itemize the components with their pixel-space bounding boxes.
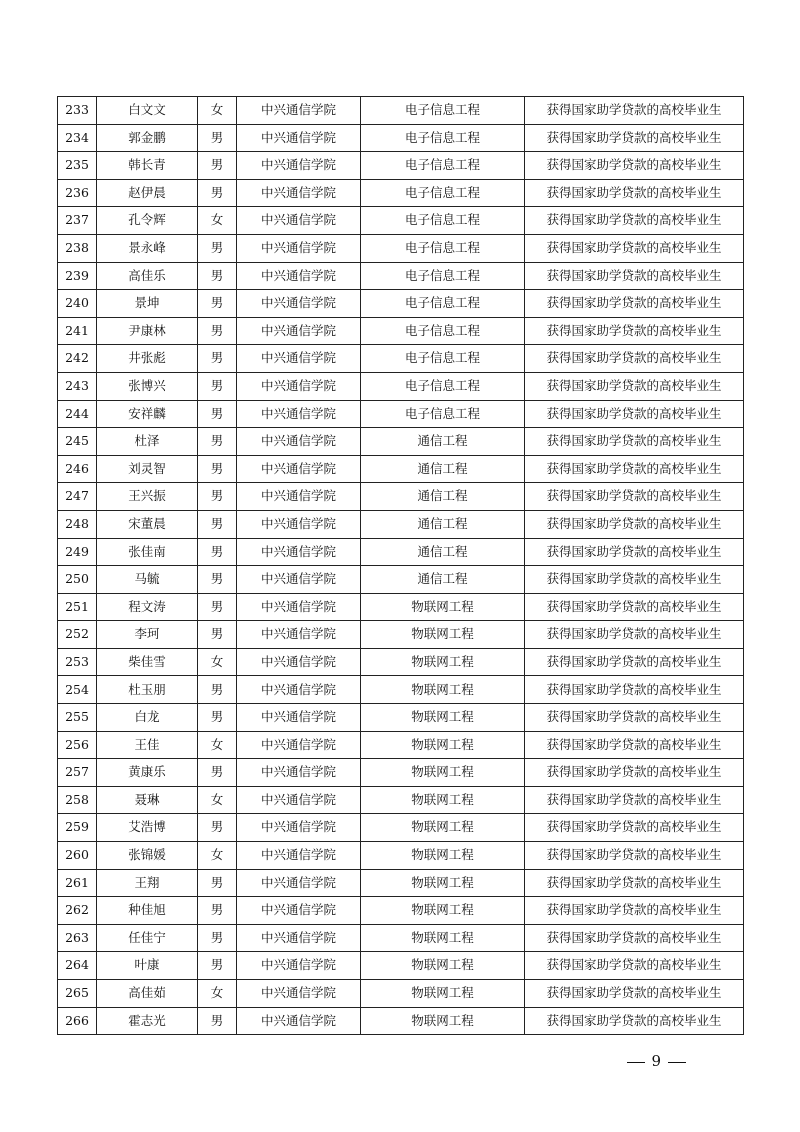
cell-college: 中兴通信学院 — [237, 980, 361, 1008]
cell-name: 孔令辉 — [97, 207, 198, 235]
cell-name: 赵伊晨 — [97, 179, 198, 207]
cell-category: 获得国家助学贷款的高校毕业生 — [525, 648, 744, 676]
cell-category: 获得国家助学贷款的高校毕业生 — [525, 621, 744, 649]
cell-category: 获得国家助学贷款的高校毕业生 — [525, 400, 744, 428]
cell-major: 电子信息工程 — [361, 400, 525, 428]
cell-number: 254 — [58, 676, 97, 704]
cell-major: 物联网工程 — [361, 980, 525, 1008]
cell-category: 获得国家助学贷款的高校毕业生 — [525, 372, 744, 400]
cell-category: 获得国家助学贷款的高校毕业生 — [525, 566, 744, 594]
page-number: 9 — [651, 1052, 662, 1070]
cell-number: 238 — [58, 234, 97, 262]
cell-category: 获得国家助学贷款的高校毕业生 — [525, 538, 744, 566]
cell-name: 艾浩博 — [97, 814, 198, 842]
cell-gender: 男 — [198, 759, 237, 787]
cell-gender: 男 — [198, 455, 237, 483]
table-row — [58, 234, 744, 262]
cell-major: 电子信息工程 — [361, 207, 525, 235]
cell-gender: 男 — [198, 566, 237, 594]
cell-major: 物联网工程 — [361, 593, 525, 621]
cell-number: 243 — [58, 372, 97, 400]
table-row — [58, 345, 744, 373]
cell-gender: 女 — [198, 980, 237, 1008]
table-row — [58, 786, 744, 814]
cell-name: 种佳旭 — [97, 897, 198, 925]
cell-gender: 男 — [198, 483, 237, 511]
cell-gender: 男 — [198, 593, 237, 621]
cell-gender: 男 — [198, 621, 237, 649]
cell-number: 251 — [58, 593, 97, 621]
cell-name: 杜泽 — [97, 428, 198, 456]
cell-category: 获得国家助学贷款的高校毕业生 — [525, 234, 744, 262]
cell-name: 尹康林 — [97, 317, 198, 345]
cell-college: 中兴通信学院 — [237, 234, 361, 262]
cell-number: 265 — [58, 980, 97, 1008]
cell-name: 张锦媛 — [97, 842, 198, 870]
cell-college: 中兴通信学院 — [237, 400, 361, 428]
cell-category: 获得国家助学贷款的高校毕业生 — [525, 510, 744, 538]
cell-college: 中兴通信学院 — [237, 510, 361, 538]
cell-name: 程文涛 — [97, 593, 198, 621]
table-row — [58, 152, 744, 180]
cell-category: 获得国家助学贷款的高校毕业生 — [525, 262, 744, 290]
cell-number: 264 — [58, 952, 97, 980]
cell-gender: 男 — [198, 704, 237, 732]
cell-name: 任佳宁 — [97, 924, 198, 952]
cell-category: 获得国家助学贷款的高校毕业生 — [525, 842, 744, 870]
cell-name: 高佳乐 — [97, 262, 198, 290]
cell-number: 249 — [58, 538, 97, 566]
cell-category: 获得国家助学贷款的高校毕业生 — [525, 345, 744, 373]
cell-gender: 男 — [198, 317, 237, 345]
cell-name: 王佳 — [97, 731, 198, 759]
cell-gender: 男 — [198, 897, 237, 925]
cell-number: 239 — [58, 262, 97, 290]
cell-name: 霍志光 — [97, 1007, 198, 1035]
cell-major: 电子信息工程 — [361, 152, 525, 180]
cell-gender: 女 — [198, 731, 237, 759]
cell-college: 中兴通信学院 — [237, 814, 361, 842]
cell-college: 中兴通信学院 — [237, 621, 361, 649]
cell-college: 中兴通信学院 — [237, 648, 361, 676]
table-row — [58, 179, 744, 207]
cell-name: 景永峰 — [97, 234, 198, 262]
table-row — [58, 814, 744, 842]
cell-category: 获得国家助学贷款的高校毕业生 — [525, 924, 744, 952]
student-roster-table — [57, 96, 744, 1035]
table-row — [58, 676, 744, 704]
cell-number: 259 — [58, 814, 97, 842]
cell-gender: 男 — [198, 372, 237, 400]
cell-number: 246 — [58, 455, 97, 483]
cell-number: 255 — [58, 704, 97, 732]
cell-major: 电子信息工程 — [361, 262, 525, 290]
cell-number: 266 — [58, 1007, 97, 1035]
cell-category: 获得国家助学贷款的高校毕业生 — [525, 731, 744, 759]
cell-category: 获得国家助学贷款的高校毕业生 — [525, 428, 744, 456]
cell-name: 李珂 — [97, 621, 198, 649]
cell-college: 中兴通信学院 — [237, 731, 361, 759]
cell-college: 中兴通信学院 — [237, 676, 361, 704]
cell-gender: 男 — [198, 676, 237, 704]
cell-gender: 女 — [198, 648, 237, 676]
cell-name: 叶康 — [97, 952, 198, 980]
cell-name: 刘灵智 — [97, 455, 198, 483]
cell-major: 通信工程 — [361, 455, 525, 483]
cell-number: 242 — [58, 345, 97, 373]
cell-number: 253 — [58, 648, 97, 676]
cell-number: 261 — [58, 869, 97, 897]
table-row — [58, 455, 744, 483]
table-row — [58, 924, 744, 952]
cell-number: 245 — [58, 428, 97, 456]
cell-major: 物联网工程 — [361, 869, 525, 897]
table-row — [58, 593, 744, 621]
cell-college: 中兴通信学院 — [237, 952, 361, 980]
cell-category: 获得国家助学贷款的高校毕业生 — [525, 869, 744, 897]
table-row — [58, 317, 744, 345]
cell-college: 中兴通信学院 — [237, 842, 361, 870]
table-row — [58, 759, 744, 787]
cell-major: 物联网工程 — [361, 648, 525, 676]
cell-college: 中兴通信学院 — [237, 124, 361, 152]
cell-college: 中兴通信学院 — [237, 786, 361, 814]
cell-category: 获得国家助学贷款的高校毕业生 — [525, 483, 744, 511]
cell-number: 248 — [58, 510, 97, 538]
cell-name: 白文文 — [97, 97, 198, 125]
cell-college: 中兴通信学院 — [237, 97, 361, 125]
cell-major: 物联网工程 — [361, 704, 525, 732]
roster-table-body — [58, 97, 744, 1035]
cell-category: 获得国家助学贷款的高校毕业生 — [525, 124, 744, 152]
cell-college: 中兴通信学院 — [237, 290, 361, 318]
cell-number: 263 — [58, 924, 97, 952]
cell-name: 景坤 — [97, 290, 198, 318]
cell-category: 获得国家助学贷款的高校毕业生 — [525, 97, 744, 125]
table-row — [58, 207, 744, 235]
cell-number: 235 — [58, 152, 97, 180]
cell-category: 获得国家助学贷款的高校毕业生 — [525, 952, 744, 980]
cell-number: 262 — [58, 897, 97, 925]
cell-number: 234 — [58, 124, 97, 152]
cell-college: 中兴通信学院 — [237, 372, 361, 400]
cell-major: 电子信息工程 — [361, 372, 525, 400]
cell-college: 中兴通信学院 — [237, 759, 361, 787]
cell-major: 通信工程 — [361, 510, 525, 538]
table-row — [58, 704, 744, 732]
cell-number: 252 — [58, 621, 97, 649]
cell-name: 井张彪 — [97, 345, 198, 373]
table-row — [58, 869, 744, 897]
cell-major: 物联网工程 — [361, 676, 525, 704]
cell-category: 获得国家助学贷款的高校毕业生 — [525, 152, 744, 180]
cell-major: 通信工程 — [361, 428, 525, 456]
cell-major: 物联网工程 — [361, 621, 525, 649]
table-row — [58, 952, 744, 980]
cell-category: 获得国家助学贷款的高校毕业生 — [525, 455, 744, 483]
cell-college: 中兴通信学院 — [237, 483, 361, 511]
cell-college: 中兴通信学院 — [237, 593, 361, 621]
cell-major: 电子信息工程 — [361, 317, 525, 345]
cell-category: 获得国家助学贷款的高校毕业生 — [525, 1007, 744, 1035]
cell-gender: 男 — [198, 290, 237, 318]
table-row — [58, 290, 744, 318]
cell-gender: 男 — [198, 538, 237, 566]
cell-category: 获得国家助学贷款的高校毕业生 — [525, 759, 744, 787]
cell-major: 物联网工程 — [361, 897, 525, 925]
table-row — [58, 566, 744, 594]
cell-name: 杜玉朋 — [97, 676, 198, 704]
cell-major: 电子信息工程 — [361, 97, 525, 125]
cell-number: 236 — [58, 179, 97, 207]
cell-college: 中兴通信学院 — [237, 538, 361, 566]
table-row — [58, 731, 744, 759]
cell-number: 244 — [58, 400, 97, 428]
cell-major: 通信工程 — [361, 483, 525, 511]
cell-name: 安祥麟 — [97, 400, 198, 428]
cell-college: 中兴通信学院 — [237, 1007, 361, 1035]
cell-college: 中兴通信学院 — [237, 152, 361, 180]
cell-college: 中兴通信学院 — [237, 455, 361, 483]
cell-name: 郭金鹏 — [97, 124, 198, 152]
cell-gender: 男 — [198, 924, 237, 952]
cell-gender: 男 — [198, 869, 237, 897]
cell-category: 获得国家助学贷款的高校毕业生 — [525, 179, 744, 207]
cell-name: 张博兴 — [97, 372, 198, 400]
cell-major: 物联网工程 — [361, 1007, 525, 1035]
cell-number: 256 — [58, 731, 97, 759]
cell-gender: 男 — [198, 814, 237, 842]
cell-college: 中兴通信学院 — [237, 704, 361, 732]
cell-college: 中兴通信学院 — [237, 317, 361, 345]
table-row — [58, 842, 744, 870]
cell-major: 物联网工程 — [361, 786, 525, 814]
cell-gender: 女 — [198, 97, 237, 125]
cell-number: 241 — [58, 317, 97, 345]
cell-major: 通信工程 — [361, 566, 525, 594]
cell-major: 电子信息工程 — [361, 345, 525, 373]
cell-category: 获得国家助学贷款的高校毕业生 — [525, 980, 744, 1008]
table-row — [58, 400, 744, 428]
cell-name: 高佳茹 — [97, 980, 198, 1008]
cell-gender: 男 — [198, 1007, 237, 1035]
table-row — [58, 97, 744, 125]
cell-category: 获得国家助学贷款的高校毕业生 — [525, 290, 744, 318]
table-row — [58, 538, 744, 566]
table-row — [58, 897, 744, 925]
cell-gender: 女 — [198, 207, 237, 235]
cell-category: 获得国家助学贷款的高校毕业生 — [525, 897, 744, 925]
cell-gender: 男 — [198, 234, 237, 262]
cell-category: 获得国家助学贷款的高校毕业生 — [525, 676, 744, 704]
cell-number: 240 — [58, 290, 97, 318]
cell-name: 宋董晨 — [97, 510, 198, 538]
table-row — [58, 510, 744, 538]
table-row — [58, 980, 744, 1008]
right-dash — [668, 1062, 686, 1063]
cell-number: 237 — [58, 207, 97, 235]
cell-number: 250 — [58, 566, 97, 594]
cell-gender: 男 — [198, 952, 237, 980]
cell-major: 电子信息工程 — [361, 124, 525, 152]
cell-college: 中兴通信学院 — [237, 924, 361, 952]
cell-name: 张佳南 — [97, 538, 198, 566]
cell-major: 电子信息工程 — [361, 179, 525, 207]
cell-category: 获得国家助学贷款的高校毕业生 — [525, 814, 744, 842]
cell-major: 物联网工程 — [361, 924, 525, 952]
cell-number: 257 — [58, 759, 97, 787]
cell-major: 物联网工程 — [361, 731, 525, 759]
cell-major: 物联网工程 — [361, 842, 525, 870]
cell-gender: 男 — [198, 179, 237, 207]
cell-category: 获得国家助学贷款的高校毕业生 — [525, 704, 744, 732]
cell-name: 柴佳雪 — [97, 648, 198, 676]
cell-college: 中兴通信学院 — [237, 262, 361, 290]
table-row — [58, 621, 744, 649]
cell-category: 获得国家助学贷款的高校毕业生 — [525, 786, 744, 814]
cell-gender: 男 — [198, 345, 237, 373]
cell-name: 马毓 — [97, 566, 198, 594]
cell-major: 物联网工程 — [361, 952, 525, 980]
cell-number: 258 — [58, 786, 97, 814]
left-dash — [627, 1062, 645, 1063]
cell-gender: 男 — [198, 400, 237, 428]
cell-college: 中兴通信学院 — [237, 566, 361, 594]
cell-category: 获得国家助学贷款的高校毕业生 — [525, 317, 744, 345]
cell-gender: 男 — [198, 510, 237, 538]
table-row — [58, 124, 744, 152]
cell-major: 电子信息工程 — [361, 290, 525, 318]
cell-name: 王翔 — [97, 869, 198, 897]
table-row — [58, 483, 744, 511]
cell-college: 中兴通信学院 — [237, 207, 361, 235]
cell-gender: 男 — [198, 124, 237, 152]
table-row — [58, 428, 744, 456]
cell-gender: 男 — [198, 262, 237, 290]
cell-name: 聂琳 — [97, 786, 198, 814]
cell-major: 通信工程 — [361, 538, 525, 566]
cell-college: 中兴通信学院 — [237, 897, 361, 925]
table-row — [58, 648, 744, 676]
page-footer — [621, 1052, 692, 1070]
cell-gender: 男 — [198, 152, 237, 180]
cell-gender: 男 — [198, 428, 237, 456]
cell-gender: 女 — [198, 786, 237, 814]
cell-number: 247 — [58, 483, 97, 511]
table-row — [58, 372, 744, 400]
cell-college: 中兴通信学院 — [237, 345, 361, 373]
cell-name: 王兴振 — [97, 483, 198, 511]
cell-gender: 女 — [198, 842, 237, 870]
cell-number: 233 — [58, 97, 97, 125]
cell-name: 白龙 — [97, 704, 198, 732]
table-row — [58, 262, 744, 290]
cell-major: 物联网工程 — [361, 759, 525, 787]
cell-college: 中兴通信学院 — [237, 428, 361, 456]
cell-name: 黄康乐 — [97, 759, 198, 787]
cell-college: 中兴通信学院 — [237, 179, 361, 207]
cell-name: 韩长青 — [97, 152, 198, 180]
cell-college: 中兴通信学院 — [237, 869, 361, 897]
table-row — [58, 1007, 744, 1035]
cell-category: 获得国家助学贷款的高校毕业生 — [525, 593, 744, 621]
cell-number: 260 — [58, 842, 97, 870]
cell-major: 物联网工程 — [361, 814, 525, 842]
cell-major: 电子信息工程 — [361, 234, 525, 262]
cell-category: 获得国家助学贷款的高校毕业生 — [525, 207, 744, 235]
